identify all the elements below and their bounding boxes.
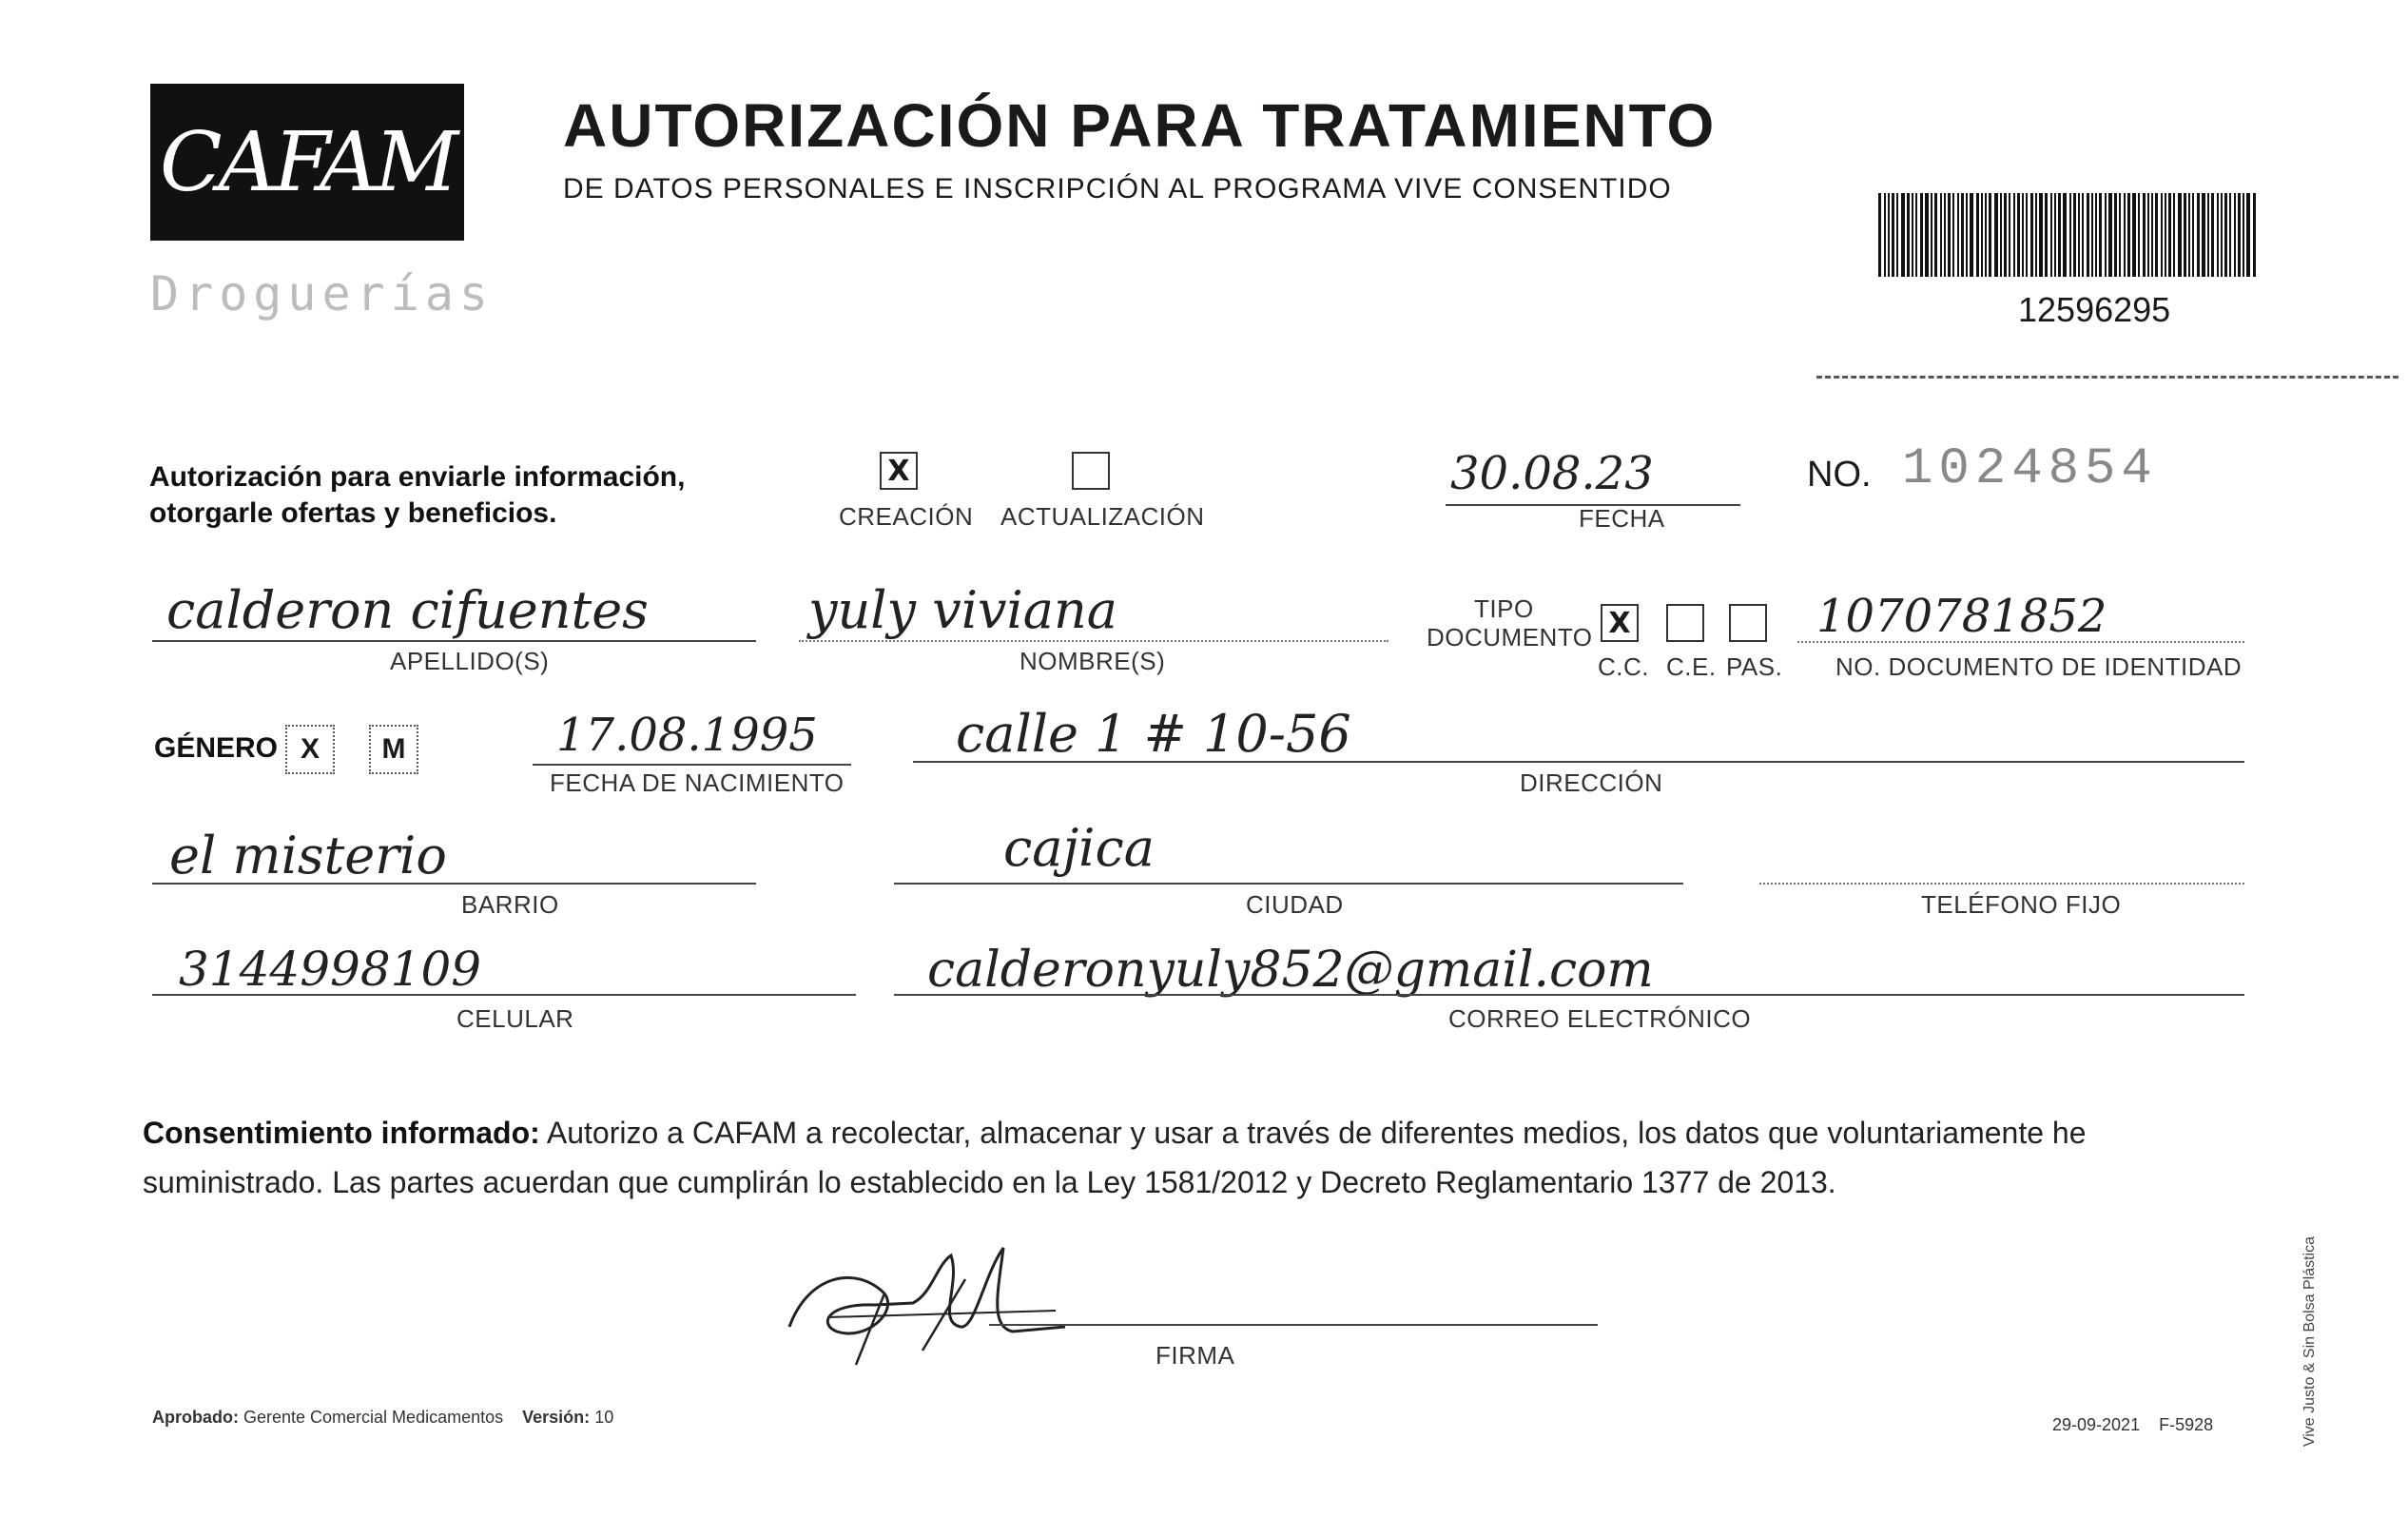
cc-label: C.C. [1598,652,1649,681]
apellidos-label: APELLIDO(S) [390,647,550,675]
barcode-bar [2069,193,2071,277]
side-note: Vive Justo & Sin Bolsa Plástica [2301,1236,2318,1448]
barcode-bar [1981,193,1983,277]
barcode-bar [2168,193,2171,277]
version-label: Versión: [522,1408,591,1427]
creacion-label: CREACIÓN [839,502,974,531]
nacimiento-line [533,764,851,766]
barcode-bar [2138,193,2140,277]
barcode-bar [1915,193,1917,277]
barcode-bar [2026,193,2028,277]
correo-label: CORREO ELECTRÓNICO [1448,1004,1752,1033]
genero-label: GÉNERO [154,732,279,764]
barcode-bar [2030,193,2033,277]
barrio-label: BARRIO [461,890,559,919]
pas-checkbox[interactable] [1729,604,1767,642]
genero-f-check-mark: X [300,733,320,765]
barcode-bar [2173,193,2175,277]
celular-value[interactable]: 3144998109 [179,942,482,997]
fecha-value[interactable]: 30.08.23 [1450,447,1654,500]
barcode-bar [2224,193,2227,277]
firma-line [989,1324,1598,1326]
ce-label: C.E. [1666,652,1717,681]
cc-checkbox[interactable] [1601,604,1639,642]
barcode-bar [1892,193,1894,277]
barcode-bar [1994,193,1998,277]
date-code: 29-09-2021 [2052,1415,2141,1434]
barcode-bar [2197,193,2200,277]
barcode-bar [1884,193,1886,277]
barcode-bar [2147,193,2149,277]
document-subtitle: DE DATOS PERSONALES E INSCRIPCIÓN AL PROGRAMA VIVE CONSENTIDO [563,173,1672,204]
barcode-bar [1888,193,1890,277]
barcode-bar [1961,193,1964,277]
barcode-bar [1896,193,1898,277]
consent-paragraph [143,1108,2263,1207]
barcode-bar [2099,193,2102,277]
telefono-line [1759,883,2244,885]
barcode-bar [1907,193,1910,277]
correo-line [894,994,2244,996]
barcode-bar [2234,193,2236,277]
barcode-bar [2073,193,2076,277]
form-number: 1024854 [1902,440,2158,498]
barcode-bar [2114,193,2117,277]
barcode-bar [1989,193,1991,277]
barcode-bar [2165,193,2166,277]
barcode-bar [2178,193,2182,277]
barcode-bar [2161,193,2163,277]
barcode-bar [2022,193,2024,277]
barcode-bar [2054,193,2056,277]
consent-heading: Consentimiento informado: [143,1116,540,1150]
barcode-bar [2207,193,2209,277]
no-label: NO. [1807,455,1872,495]
barcode-bar [2108,193,2112,277]
form-code: F-5928 [2159,1415,2214,1434]
correo-value[interactable]: calderonyuly852@gmail.com [927,942,1654,999]
barcode-bar [1976,193,1979,277]
ciudad-line [894,883,1683,885]
version-value: 10 [594,1408,614,1427]
telefono-label: TELÉFONO FIJO [1921,890,2122,919]
barrio-value[interactable]: el misterio [169,826,447,885]
actualizacion-label: ACTUALIZACIÓN [1000,502,1205,531]
divider-dashes [1816,376,2398,379]
pas-label: PAS. [1726,652,1783,681]
barcode-bar [2184,193,2186,277]
barcode-bar [2087,193,2089,277]
direccion-line [913,761,2244,763]
direccion-value[interactable]: calle 1 # 10-56 [956,704,1351,764]
documento-label: NO. DOCUMENTO DE IDENTIDAD [1835,652,2243,681]
nacimiento-label: FECHA DE NACIMIENTO [550,768,845,797]
documento-line [1797,641,2244,643]
consent-text: Autorizo a CAFAM a recolectar, almacenar y usar a través de diferentes medios, los datos que voluntariamente he suministrado. Las partes acuerdan que cumplirán lo establecido en la Ley 1581/2012 y Decreto Reglamentario 1377 de 2013. [143,1116,2087,1199]
barcode-bar [2221,193,2223,277]
barcode-bar [2229,193,2231,277]
barcode-bar [2095,193,2097,277]
barcode-bar [2211,193,2214,277]
barcode-bar [2017,193,2020,277]
creacion-checkbox[interactable] [880,452,918,490]
barcode-number: 12596295 [2018,290,2171,329]
documento-type-label: DOCUMENTO [1427,623,1593,652]
direccion-label: DIRECCIÓN [1520,768,1663,797]
barcode-bar [1952,193,1954,277]
fecha-label: FECHA [1579,504,1665,533]
barcode-bar [2246,193,2250,277]
barcode-bar [2192,193,2194,277]
barcode-bar [2243,193,2244,277]
barcode-bar [2202,193,2205,277]
barcode-bar [1934,193,1937,277]
barcode-bar [2050,193,2052,277]
approval-note [152,1408,613,1428]
barcode-bar [1966,193,1968,277]
cafam-logo [150,84,464,241]
barcode-bar [1912,193,1913,277]
barcode-bar [2035,193,2037,277]
barcode-bar [2238,193,2241,277]
barcode-bar [2063,193,2067,277]
barcode-bar [1931,193,1932,277]
barcode-bar [2132,193,2136,277]
genero-m-checkbox[interactable] [369,725,418,774]
barcode-bar [1970,193,1973,277]
barcode-bar [2253,193,2256,277]
barcode-bar [1948,193,1951,277]
barcode-bar [2188,193,2190,277]
barcode-bar [1940,193,1942,277]
signature[interactable] [770,1236,1084,1370]
nombres-line [799,640,1388,642]
barcode-bar [2000,193,2002,277]
nombres-label: NOMBRE(S) [1020,647,1166,675]
document-title: AUTORIZACIÓN PARA TRATAMIENTO [563,91,1717,160]
firma-label: FIRMA [1155,1341,1235,1370]
aprobado-value: Gerente Comercial Medicamentos [243,1408,504,1427]
barcode-bar [2143,193,2146,277]
genero-m-label: M [381,733,406,765]
logo-text: CAFAM [159,114,456,210]
barcode-bar [2127,193,2130,277]
ce-checkbox[interactable] [1666,604,1704,642]
barcode-bar [1901,193,1905,277]
authorization-text-1: Autorización para enviarle información, [149,461,686,493]
celular-line [152,994,856,996]
genero-f-checkbox[interactable] [285,725,335,774]
barcode-bar [1985,193,1987,277]
aprobado-label: Aprobado: [152,1408,239,1427]
creacion-check-mark: X [887,454,910,488]
apellidos-value[interactable]: calderon cifuentes [166,580,649,640]
barcode-bar [2058,193,2061,277]
barcode-bar [2155,193,2158,277]
barcode-bar [2082,193,2084,277]
apellidos-line [152,640,756,642]
barcode-bar [2039,193,2043,277]
barcode-bar [1944,193,1946,277]
cc-check-mark: X [1608,606,1631,640]
barrio-line [152,883,756,885]
nombres-value[interactable]: yuly viviana [808,580,1117,640]
logo-subtitle: Droguerías [150,266,495,321]
barcode-bar [1920,193,1923,277]
barcode-bar [2009,193,2010,277]
documento-value[interactable]: 1070781852 [1816,590,2107,643]
barcode-bar [2045,193,2048,277]
barcode-bar [2013,193,2015,277]
barcode-bar [2078,193,2080,277]
barcode-bar [2105,193,2107,277]
footer-codes [2052,1415,2213,1435]
ciudad-value[interactable]: cajica [1003,818,1155,878]
barcode-bar [1925,193,1929,277]
barcode-bar [2151,193,2153,277]
actualizacion-checkbox[interactable] [1072,452,1110,490]
barcode-bar [2004,193,2007,277]
tipo-label: TIPO [1474,594,1534,623]
ciudad-label: CIUDAD [1246,890,1344,919]
authorization-text-2: otorgarle ofertas y beneficios. [149,497,557,529]
barcode-bar [2217,193,2219,277]
barcode-bar [1878,193,1881,277]
barcode-bar [1957,193,1959,277]
barcode-bar [2119,193,2121,277]
nacimiento-value[interactable]: 17.08.1995 [556,709,818,762]
barcode [1878,193,2257,277]
barcode-bar [2091,193,2093,277]
celular-label: CELULAR [456,1004,574,1033]
barcode-bar [2124,193,2126,277]
